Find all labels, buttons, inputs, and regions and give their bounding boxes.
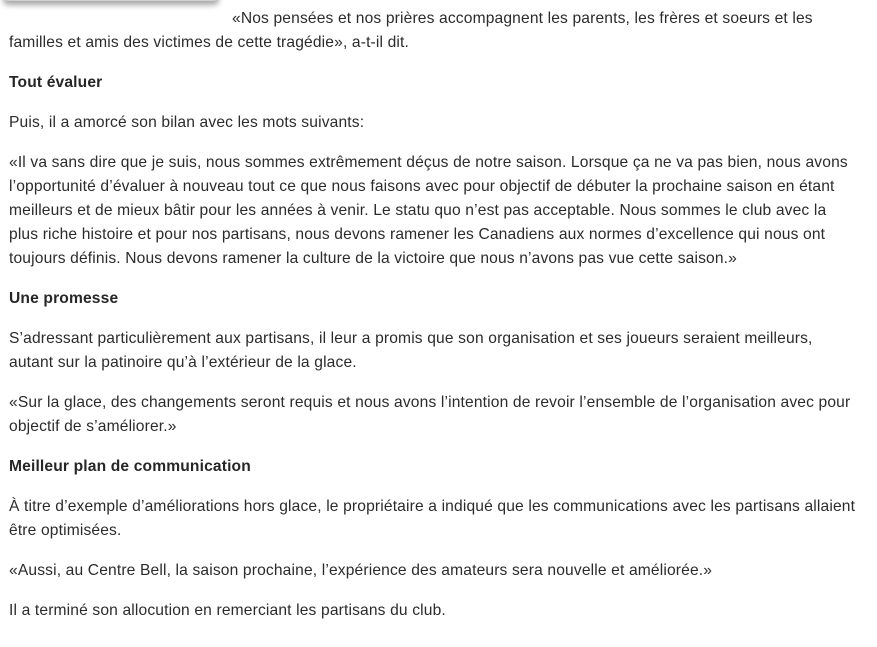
paragraph-promesse: S’adressant particulièrement aux partisans, il leur a promis que son organisation et ses joueurs seraient meilleurs, autant sur la patinoire qu’à l’extérieur de la glace. (9, 330, 813, 371)
media-embed-shadow (5, 0, 217, 1)
quote-paragraph-saison: «Il va sans dire que je suis, nous sommes extrêmement déçus de notre saison. Lorsque ça ne va pas bien, nous avons l’opportunité d’évaluer à nouveau tout ce que nous faisons avec pour objectif de débuter la prochaine saison en étant meilleurs et de mieux bâtir pour les années à venir. Le statu quo n’est pas acceptable. Nous sommes le club avec la plus riche histoire et pour nos partisans, nous devons ramener les Canadiens aux normes d’excellence qui nous ont toujours définis. Nous devons ramener la culture de la victoire que nous n’avons pas vue cette saison.» (9, 154, 848, 267)
article-body (9, 7, 859, 639)
subheading-une-promesse: Une promesse (9, 290, 119, 307)
paragraph-closing: Il a terminé son allocution en remerciant les partisans du club. (9, 602, 446, 619)
quote-paragraph-centre-bell: «Aussi, au Centre Bell, la saison prochaine, l’expérience des amateurs sera nouvelle et améliorée.» (9, 562, 713, 579)
paragraph-communications: À titre d’exemple d’améliorations hors glace, le propriétaire a indiqué que les communications avec les partisans allaient être optimisées. (9, 498, 856, 539)
quote-paragraph-prayers: «Nos pensées et nos prières accompagnent les parents, les frères et soeurs et les familles et amis des victimes de cette tragédie», a-t-il dit. (9, 10, 813, 51)
float-spacer (9, 7, 232, 27)
quote-paragraph-glace: «Sur la glace, des changements seront requis et nous avons l’intention de revoir l’ensemble de l’organisation avec pour objectif de s’améliorer.» (9, 394, 851, 435)
paragraph-bilan-intro: Puis, il a amorcé son bilan avec les mots suivants: (9, 114, 365, 131)
subheading-tout-evaluer: Tout évaluer (9, 74, 103, 91)
subheading-communication: Meilleur plan de communication (9, 458, 251, 475)
